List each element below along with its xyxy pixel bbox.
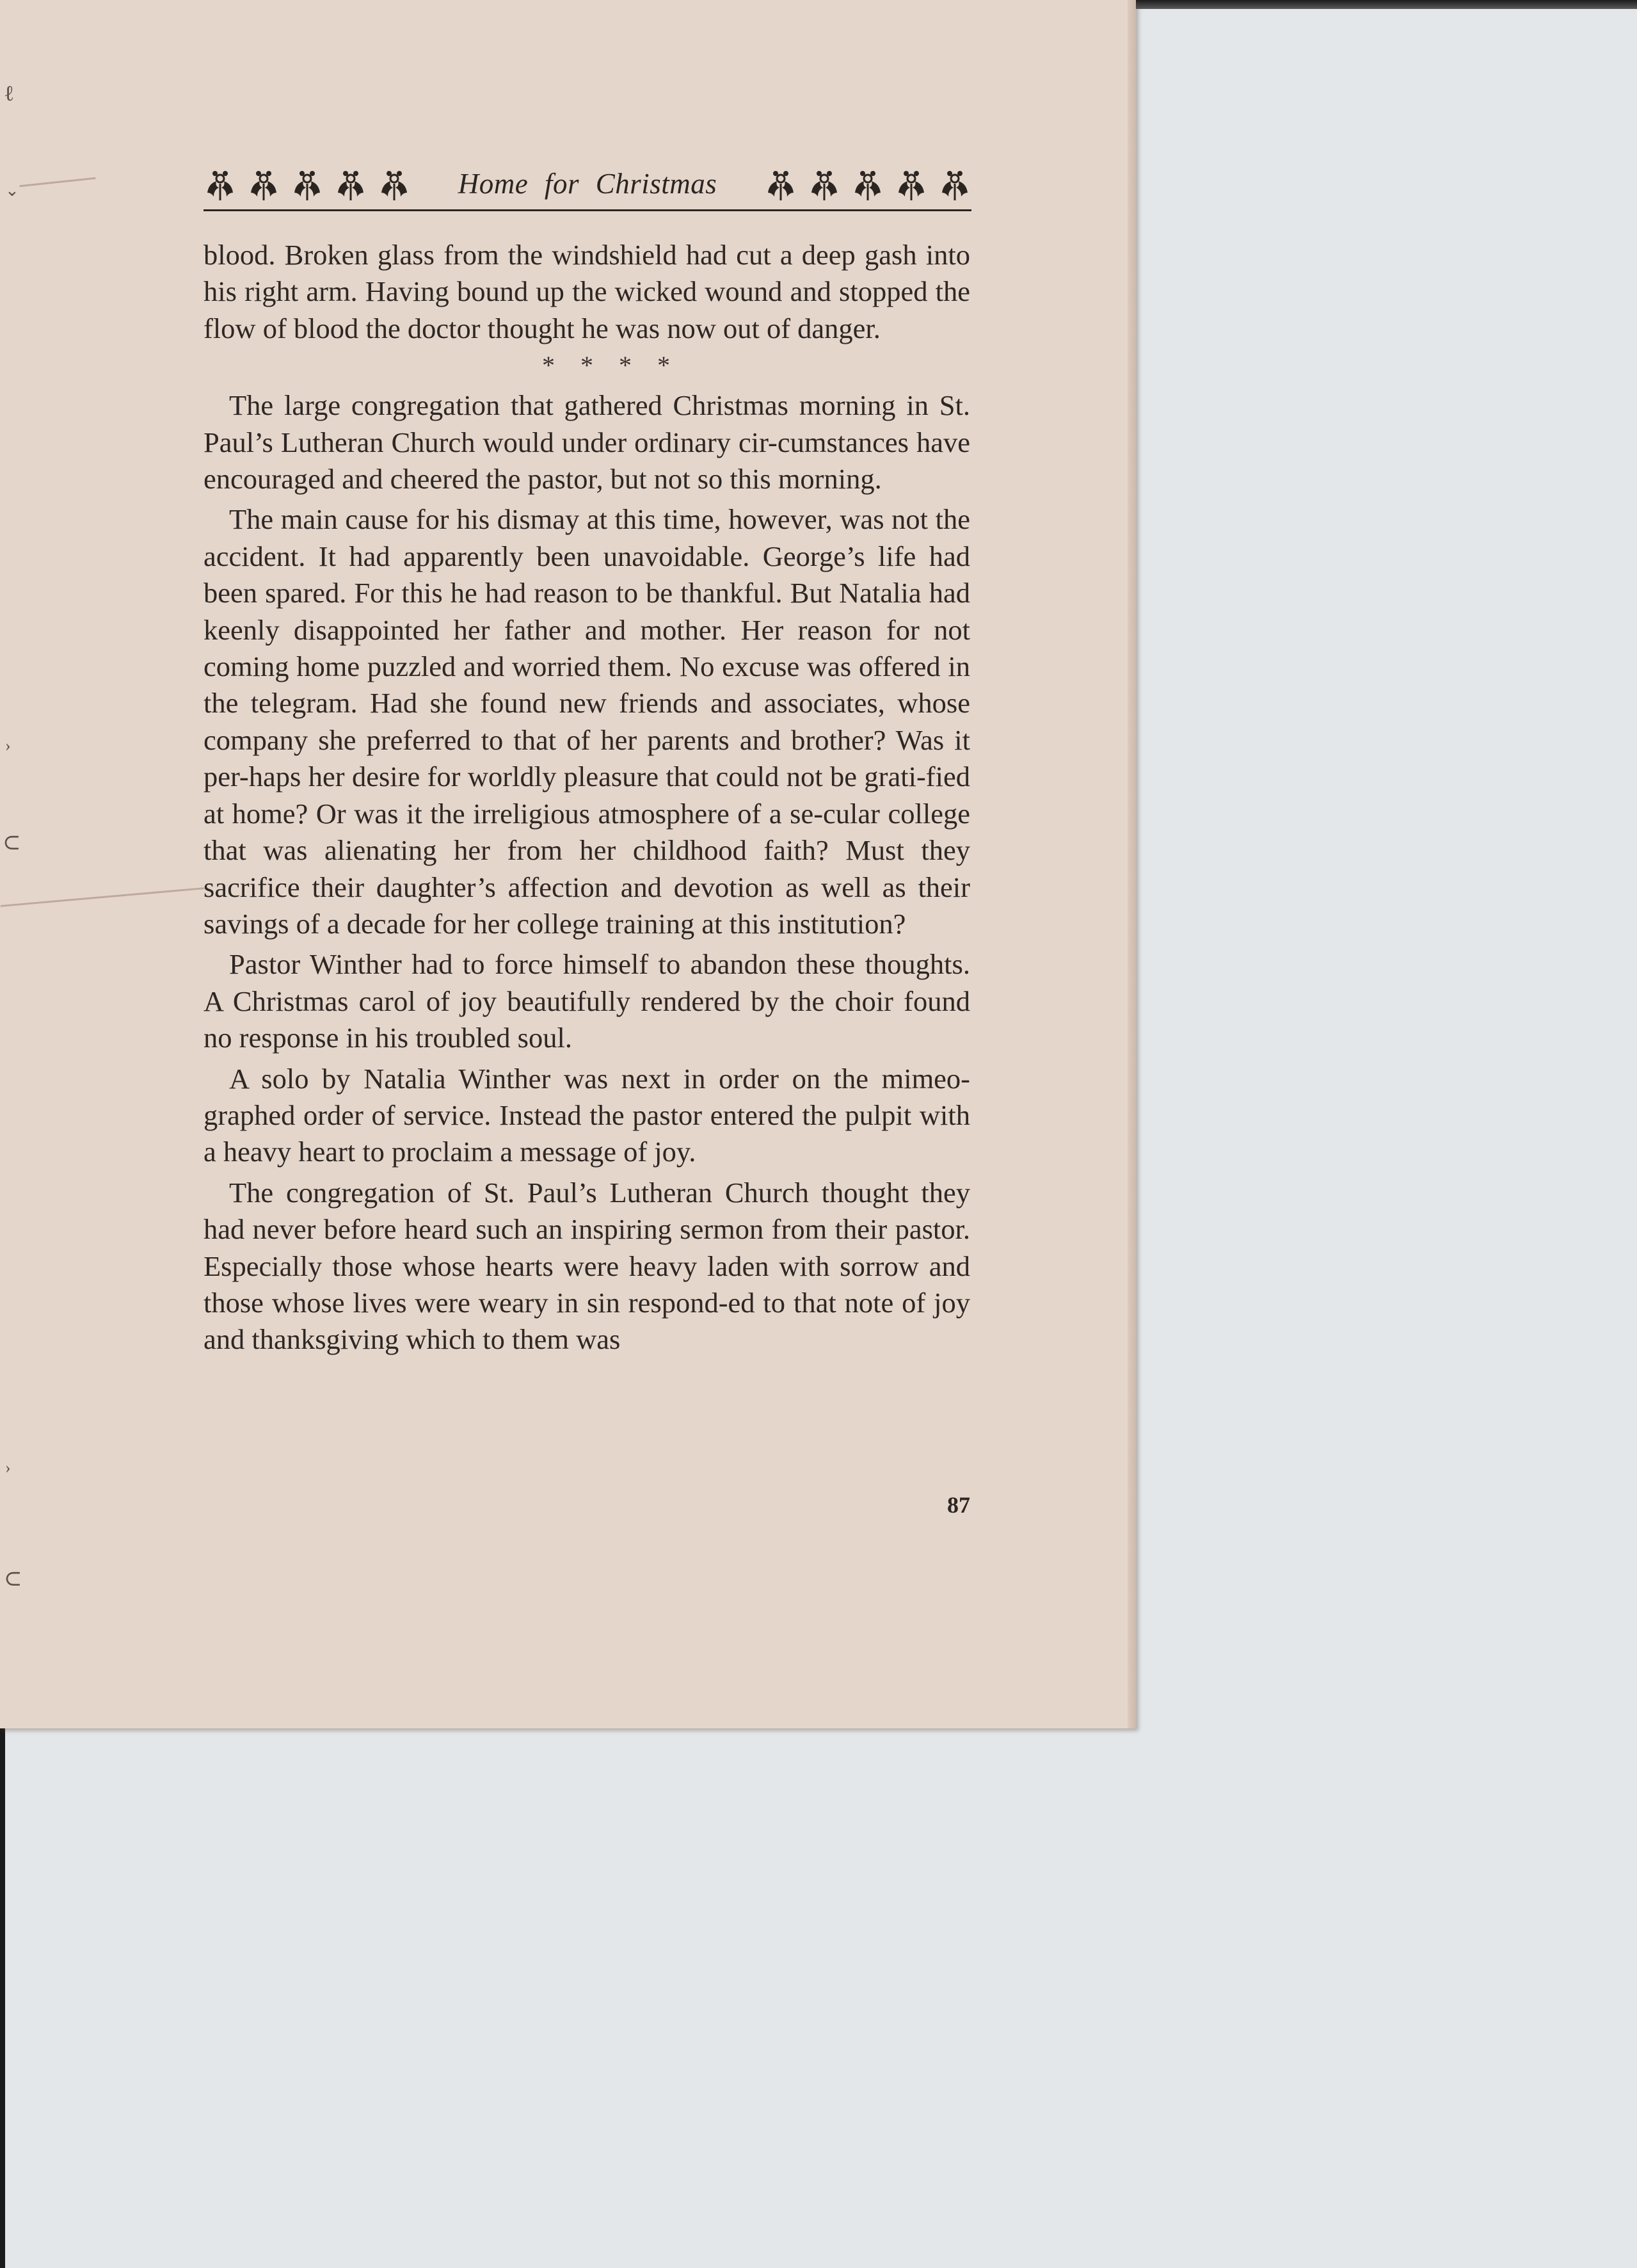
paragraph-5: A solo by Natalia Winther was next in order on the mimeo-graphed order of service. Instead the pastor entered the pulpit with a heavy heart to proclaim a message of joy. [204,1062,970,1168]
paragraph-1: blood. Broken glass from the windshield had cut a deep gash into his right arm. Having bound up the wicked wound and stopped the flow of blood the doctor thought he was now out of danger. [204,239,970,344]
ornament-group-right [764,167,971,203]
holly-ornament-icon [808,167,841,203]
holly-ornament-icon [895,167,928,203]
binding-mark-icon: ℓ [4,82,15,106]
binding-mark-icon: ⊂ [4,1567,22,1591]
paper-crease [0,887,204,907]
binding-mark-icon: ⊂ [3,831,21,855]
paragraph-4: Pastor Winther had to force himself to abandon these thoughts. A Christmas carol of joy beautifully rendered by the choir found no response in his troubled soul. [204,948,970,1054]
running-header [204,165,971,211]
paper-crease [19,177,96,188]
page-number: 87 [947,1492,970,1518]
binding-mark-icon: › [5,736,11,755]
holly-ornament-icon [851,167,884,203]
holly-ornament-icon [938,167,971,203]
paragraph-6: The congregation of St. Paul’s Lutheran Church thought they had never before heard such an inspiring sermon from their pastor. Especially those whose hearts were heavy laden with sorrow and those whose lives were weary in sin respond-ed to that note of joy and thanksgiving which to them was [204,1176,970,1356]
running-title: Home for Christmas [458,168,717,200]
section-break: * * * * [542,351,670,380]
body-text [204,237,970,1358]
page-edge-shadow [1128,0,1136,1728]
scanner-edge-bottom-left [0,1728,5,2268]
paragraph-3: The main cause for his dismay at this time, however, was not the accident. It had apparently been unavoidable. George’s life had been spared. For this he had reason to be thankful. But Natalia had keenly disappointed her father and mother. Her reason for not coming home puzzled and worried them. No excuse was offered in the telegram. Had she found new friends and associates, whose company she preferred to that of her parents and brother? Was it per-haps her desire for worldly pleasure that could not be grati-fied at home? Or was it the irreligious atmosphere of a se-cular college that was alienating her from her childhood faith? Must they sacrifice their daughter’s affection and devotion as well as their savings of a decade for her college training at this institution? [204,503,970,940]
paragraph-2: The large congregation that gathered Christmas morning in St. Paul’s Lutheran Church would under ordinary cir-cumstances have encouraged and cheered the pastor, but not so this morning. [204,389,970,495]
binding-mark-icon: › [5,1458,11,1477]
holly-ornament-icon [764,167,797,203]
binding-mark-icon: ⌄ [5,181,19,200]
